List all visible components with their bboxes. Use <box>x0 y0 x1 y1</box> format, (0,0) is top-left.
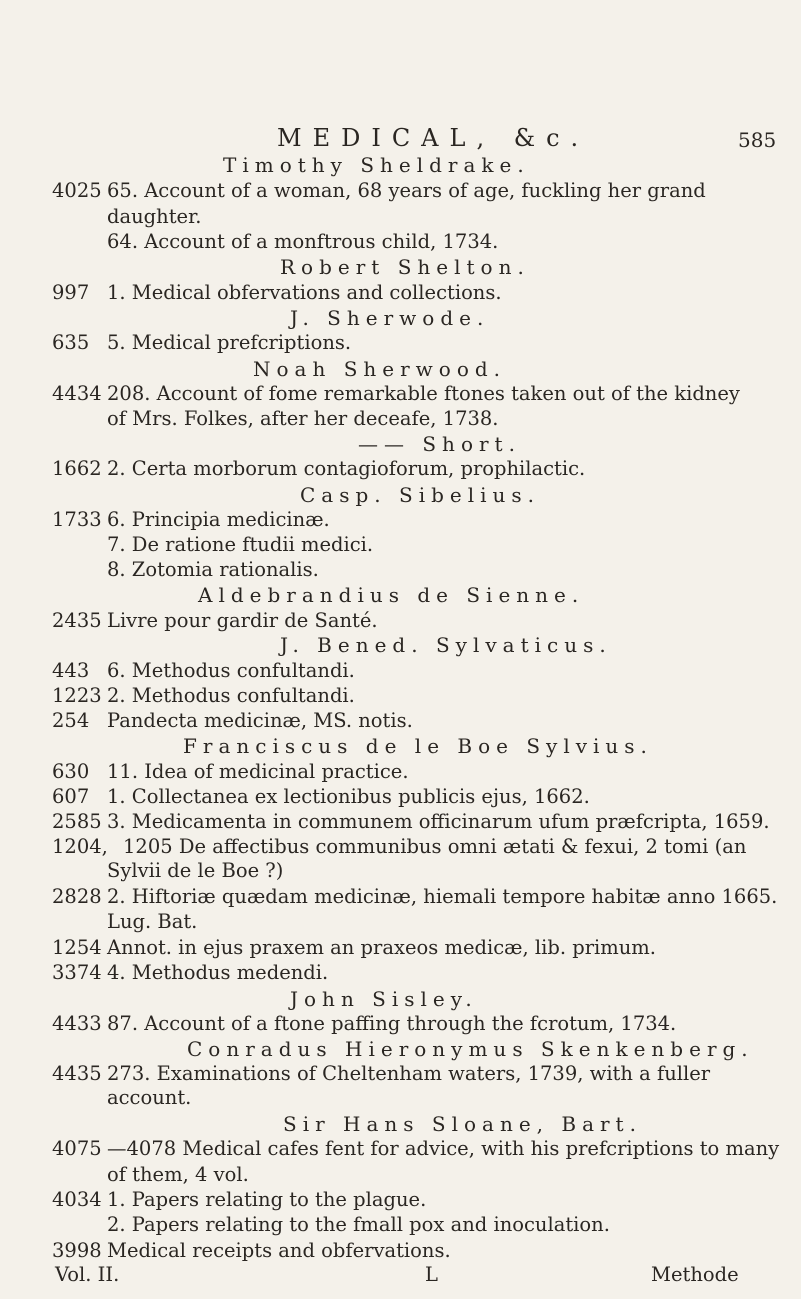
entry-continuation: Sylvii de le Boe ?) <box>107 859 284 882</box>
page-number: 585 <box>738 128 777 152</box>
entry-number: 2435 <box>52 609 102 632</box>
entry-number: 1662 <box>52 457 102 480</box>
footer-signature: L <box>425 1263 438 1286</box>
entry-number: 1254 <box>52 936 102 959</box>
entry-text: 65. Account of a woman, 68 years of age, fuckling her grand <box>107 179 706 202</box>
entry-text: Livre pour gardir de Santé. <box>107 609 378 632</box>
author-heading: J. Sherwode. <box>290 306 490 330</box>
author-heading: Sir Hans Sloane, Bart. <box>283 1112 642 1136</box>
entry-number: 630 <box>52 760 90 783</box>
entry-number: 4433 <box>52 1012 102 1035</box>
entry-text: 64. Account of a monftrous child, 1734. <box>107 230 499 253</box>
entry-number: 254 <box>52 709 90 732</box>
entry-text: 208. Account of fome remarkable ftones taken out of the kidney <box>107 382 740 405</box>
entry-continuation: of them, 4 vol. <box>107 1163 249 1186</box>
author-heading: —— Short. <box>358 432 521 456</box>
running-title: MEDICAL, &c. <box>277 124 590 152</box>
entry-text: —4078 Medical cafes fent for advice, with his prefcriptions to many <box>107 1137 780 1160</box>
entry-number: 4025 <box>52 179 102 202</box>
entry-number: 4435 <box>52 1062 102 1085</box>
entry-number: 1223 <box>52 684 102 707</box>
entry-number: 1733 <box>52 508 102 531</box>
entry-number: 2585 <box>52 810 102 833</box>
entry-number: 635 <box>52 331 90 354</box>
entry-number: 607 <box>52 785 90 808</box>
footer-volume: Vol. II. <box>55 1263 120 1286</box>
entry-number: 443 <box>52 659 90 682</box>
entry-text: 1. Medical obfervations and collections. <box>107 281 502 304</box>
entry-number: 4034 <box>52 1188 102 1211</box>
author-heading: Noah Sherwood. <box>253 357 507 381</box>
author-heading: Conradus Hieronymus Skenkenberg. <box>187 1037 754 1061</box>
author-heading: Franciscus de le Boe Sylvius. <box>183 734 653 758</box>
entry-text: 2. Papers relating to the fmall pox and inoculation. <box>107 1213 610 1236</box>
entry-number: 2828 <box>52 885 102 908</box>
entry-text: 3. Medicamenta in communem officinarum ufum præfcripta, 1659. <box>107 810 770 833</box>
entry-text: Pandecta medicinæ, MS. notis. <box>107 709 413 732</box>
entry-text: 4. Methodus medendi. <box>107 961 329 984</box>
entry-text: Medical receipts and obfervations. <box>107 1239 451 1262</box>
entry-text: 87. Account of a ftone paffing through the fcrotum, 1734. <box>107 1012 677 1035</box>
entry-text: Annot. in ejus praxem an praxeos medicæ, lib. primum. <box>107 936 656 959</box>
entry-text: 6. Principia medicinæ. <box>107 508 330 531</box>
entry-continuation: Lug. Bat. <box>107 910 198 933</box>
entry-text: 6. Methodus confultandi. <box>107 659 355 682</box>
author-heading: John Sisley. <box>290 987 478 1011</box>
entry-number: 4434 <box>52 382 102 405</box>
author-heading: Timothy Sheldrake. <box>223 153 530 177</box>
entry-text: 7. De ratione ftudii medici. <box>107 533 374 556</box>
footer-catchword: Methode <box>651 1263 739 1286</box>
entry-text: 11. Idea of medicinal practice. <box>107 760 409 783</box>
entry-text: 8. Zotomia rationalis. <box>107 558 319 581</box>
entry-text: 1205 De affectibus communibus omni ætati & fexui, 2 tomi (an <box>123 835 747 858</box>
entry-text: 2. Hiftoriæ quædam medicinæ, hiemali tempore habitæ anno 1665. <box>107 885 778 908</box>
entry-text: 273. Examinations of Cheltenham waters, 1739, with a fuller <box>107 1062 711 1085</box>
entry-number: 4075 <box>52 1137 102 1160</box>
entry-text: 1. Collectanea ex lectionibus publicis ejus, 1662. <box>107 785 590 808</box>
entry-number: 3998 <box>52 1239 102 1262</box>
entry-text: 2. Certa morborum contagioforum, prophilactic. <box>107 457 586 480</box>
entry-number: 3374 <box>52 961 102 984</box>
author-heading: Casp. Sibelius. <box>300 483 541 507</box>
entry-continuation: account. <box>107 1086 192 1109</box>
entry-text: 1. Papers relating to the plague. <box>107 1188 427 1211</box>
entry-continuation: daughter. <box>107 205 202 228</box>
author-heading: Aldebrandius de Sienne. <box>198 583 585 607</box>
entry-text: 2. Methodus confultandi. <box>107 684 355 707</box>
entry-number: 1204, <box>52 835 108 858</box>
author-heading: Robert Shelton. <box>280 255 530 279</box>
entry-continuation: of Mrs. Folkes, after her deceafe, 1738. <box>107 407 499 430</box>
entry-number: 997 <box>52 281 90 304</box>
author-heading: J. Bened. Sylvaticus. <box>280 633 612 657</box>
entry-text: 5. Medical prefcriptions. <box>107 331 352 354</box>
